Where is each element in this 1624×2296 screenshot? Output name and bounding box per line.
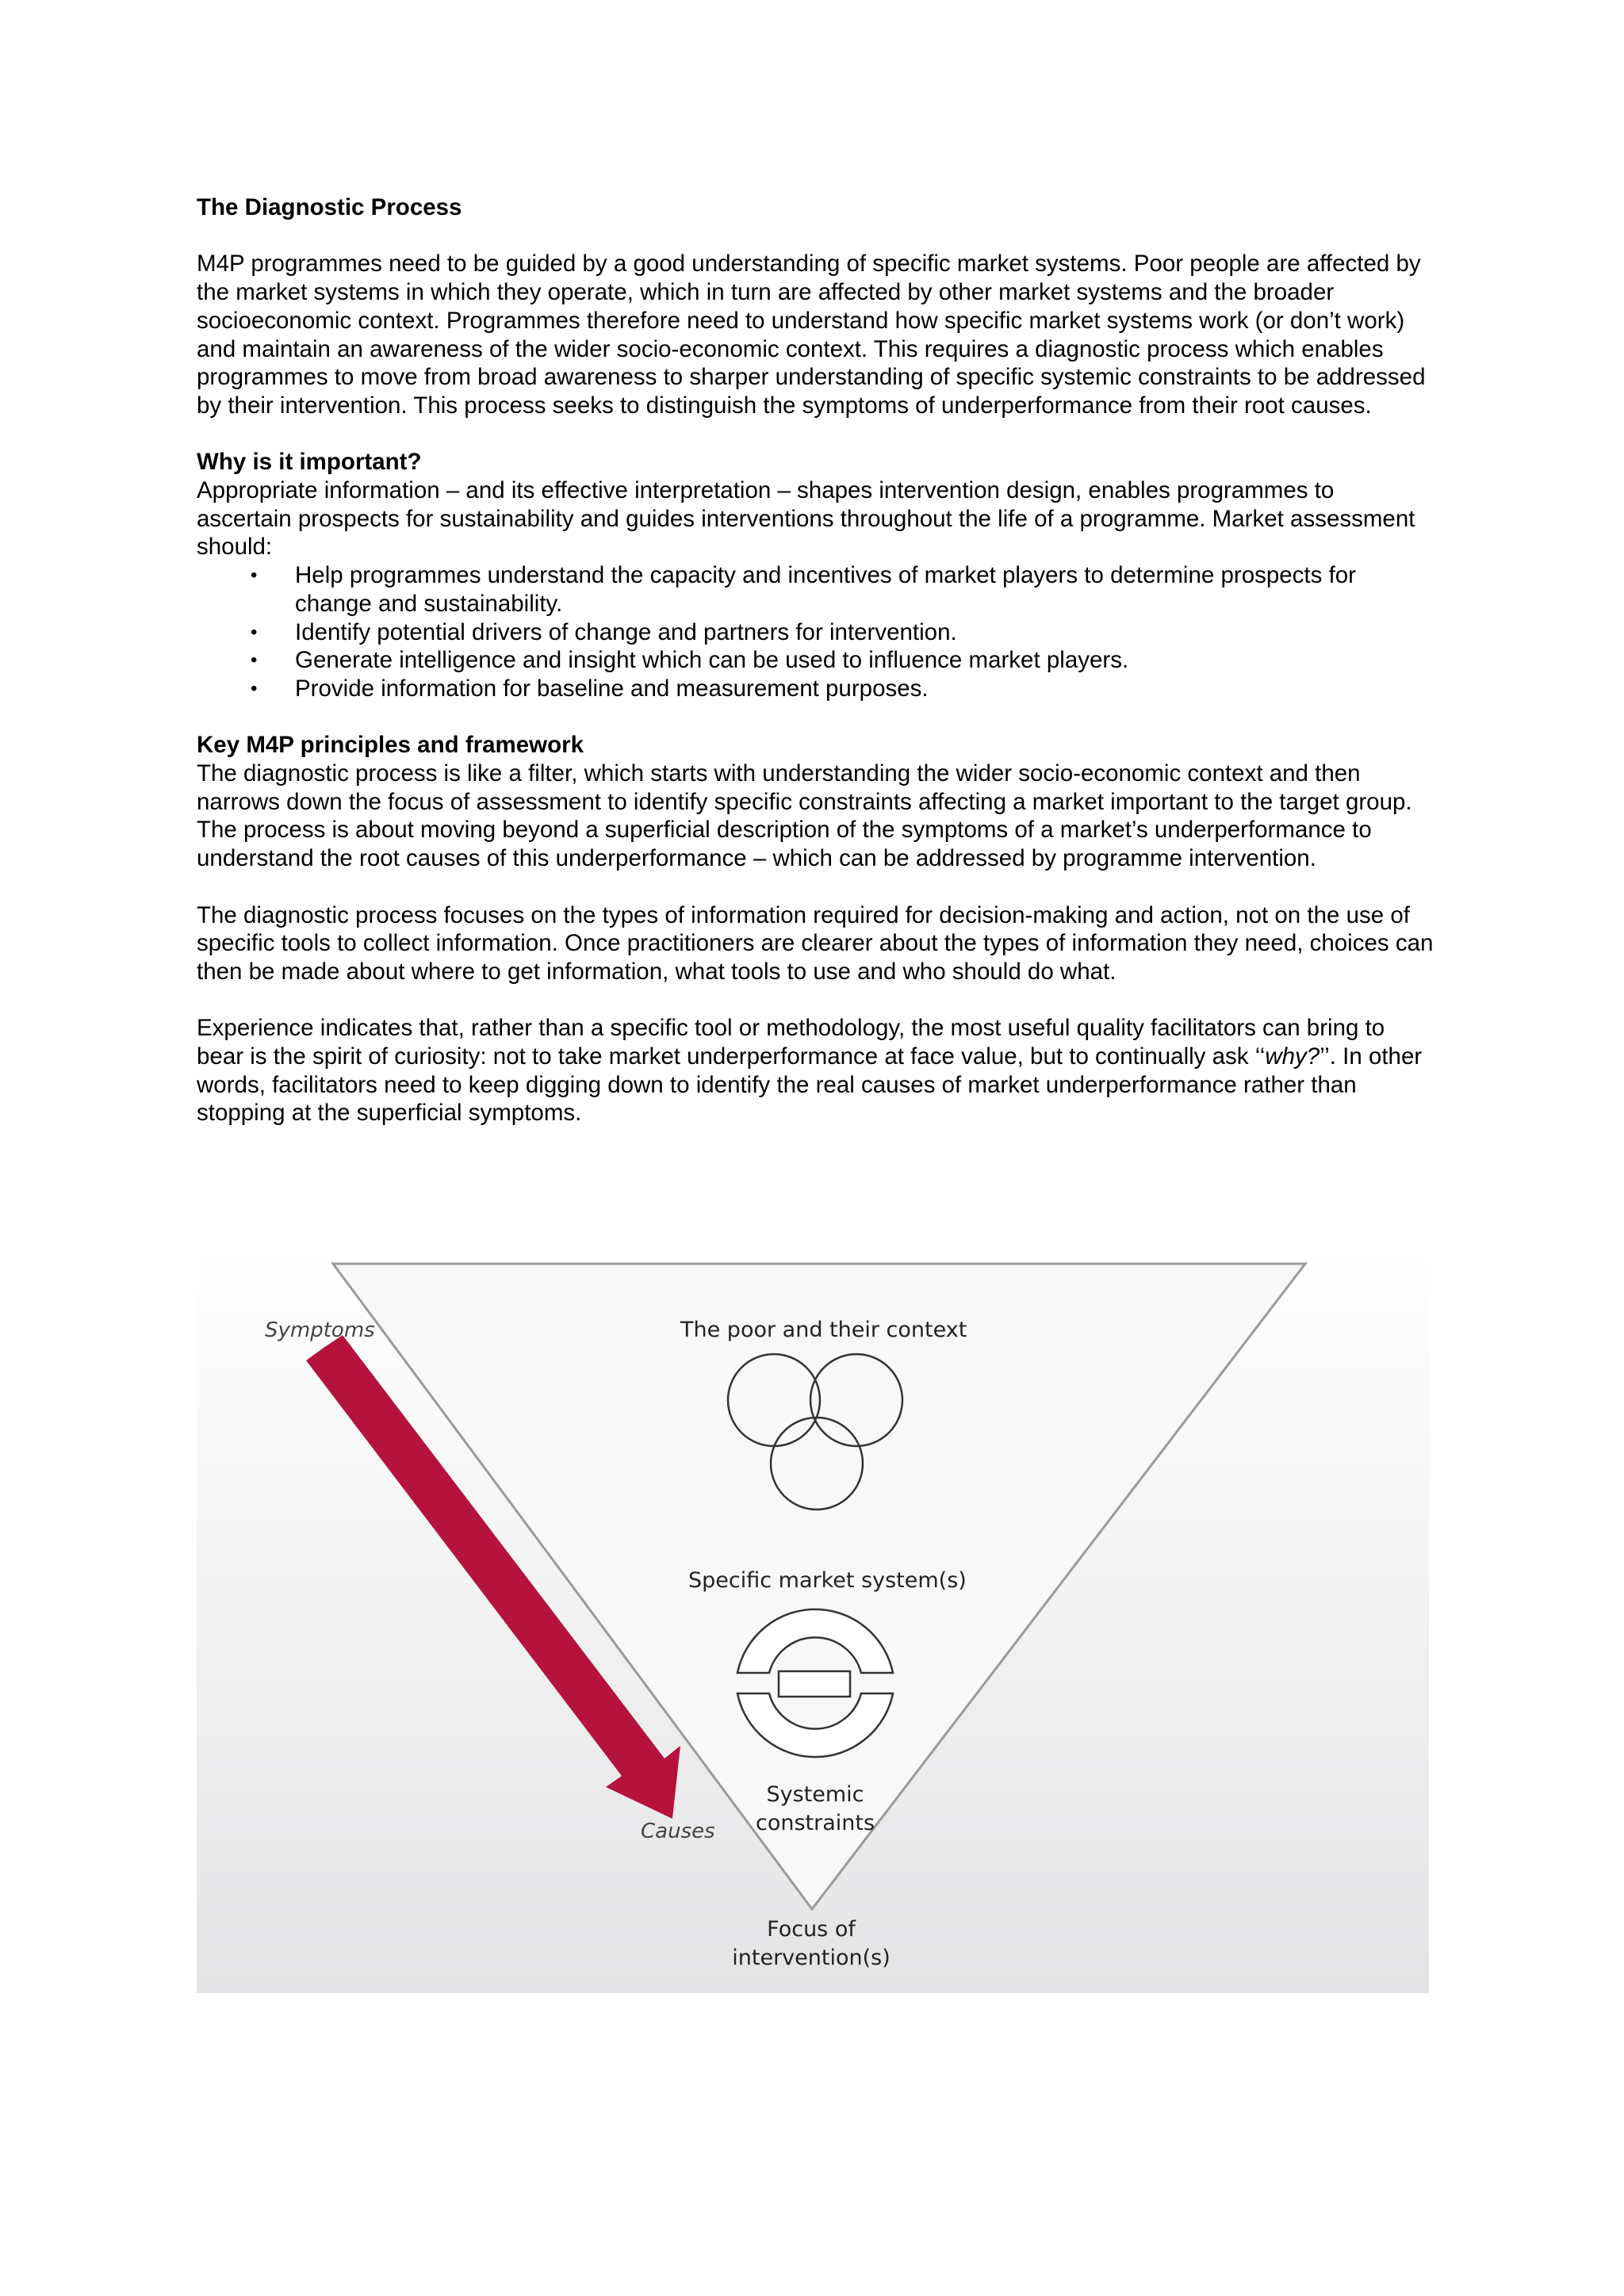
- importance-list: [197, 561, 1434, 703]
- intro-paragraph: M4P programmes need to be guided by a good understanding of specific market systems. Poor people are affected by the market systems in which they operate, which in turn are affected by other market systems and the broader socioeconomic context. Programmes therefore need to understand how specific market systems work (or don’t work) and maintain an awareness of the wider socio-economic context. This requires a diagnostic process which enables programmes to move from broad awareness to sharper understanding of specific systemic constraints to be addressed by their intervention. This process seeks to distinguish the symptoms of underperformance from their root causes.: [197, 251, 1426, 419]
- focus-label: Focus of intervention(s): [732, 1917, 891, 1970]
- bullet-icon: •: [251, 649, 258, 672]
- constraints-label: Systemic constraints: [755, 1782, 875, 1835]
- causes-label: Causes: [641, 1820, 715, 1843]
- bullet-icon: •: [251, 564, 258, 587]
- why-emphasis: why?: [1265, 1043, 1320, 1070]
- principles-paragraph-1: The diagnostic process is like a filter, which starts with understanding the wider socio-economic context and then narrows down the focus of assessment to identify specific constraints affecting a market important to the target group. The process is about moving beyond a superficial description of the symptoms of a market’s underperformance to understand the root causes of this underperformance – which can be addressed by programme intervention.: [197, 760, 1412, 872]
- principles-paragraph-2: The diagnostic process focuses on the types of information required for decision-making and action, not on the use of specific tools to collect information. Once practitioners are clearer about the types of information they need, choices can then be made about where to get information, what tools to use and who should do what.: [197, 901, 1434, 985]
- list-item: • Help programmes understand the capacity and incentives of market players to determine prospects for change and sustainability.: [251, 562, 1357, 617]
- diagnostic-funnel-diagram: [197, 1249, 1429, 1993]
- symptoms-label: Symptoms: [265, 1318, 375, 1342]
- principles-paragraph-3: Experience indicates that, rather than a specific tool or methodology, the most useful quality facilitators can bring to bear is the spirit of curiosity: not to take market underperformance at face value, but to continually ask ‘‘why?’’. In other words, facilitators need to keep digging down to identify the real causes of market underperformance rather than stopping at the superficial symptoms.: [197, 1015, 1423, 1127]
- bullet-icon: •: [251, 621, 258, 643]
- market-core-rect: [779, 1671, 850, 1697]
- funnel-graphic: [197, 1249, 1429, 1993]
- principles-heading: Key M4P principles and framework: [197, 732, 584, 759]
- importance-paragraph: Appropriate information – and its effective interpretation – shapes intervention design, enables programmes to ascertain prospects for sustainability and guides interventions throughout the life of a programme. Market assessment should:: [197, 477, 1415, 561]
- market-system-label: Specific market system(s): [688, 1568, 967, 1593]
- list-item: • Identify potential drivers of change and partners for intervention.: [251, 618, 957, 645]
- bullet-icon: •: [251, 677, 258, 699]
- document-body: [197, 193, 1434, 1156]
- document-title: The Diagnostic Process: [197, 194, 462, 220]
- poor-context-label: The poor and their context: [680, 1318, 967, 1342]
- list-item: • Generate intelligence and insight which can be used to influence market players.: [251, 647, 1129, 674]
- list-item: • Provide information for baseline and measurement purposes.: [251, 675, 929, 702]
- importance-heading: Why is it important?: [197, 449, 422, 476]
